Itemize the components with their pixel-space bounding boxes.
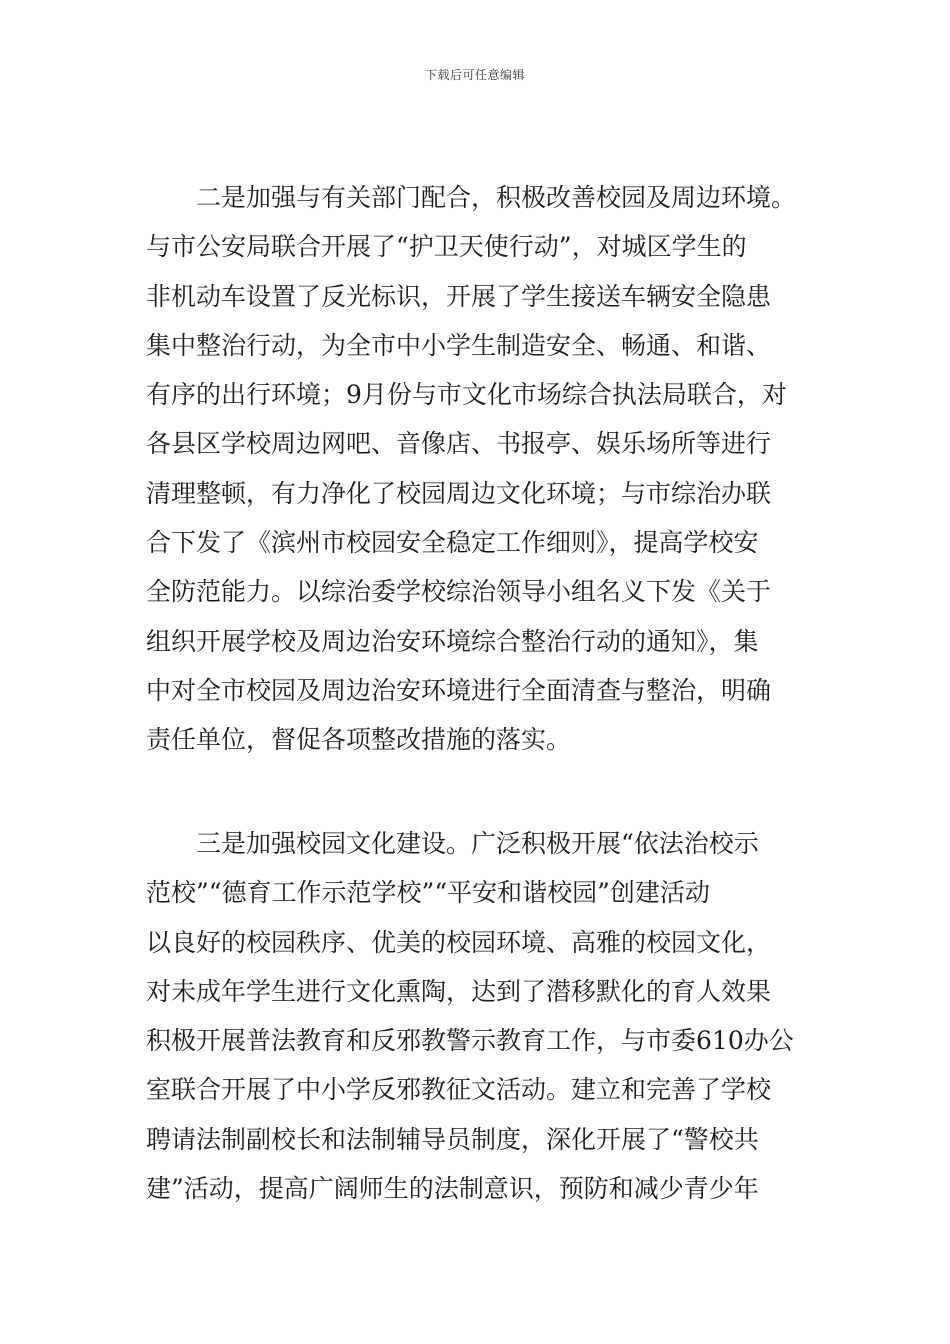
text-line: 有序的出行环境；9月份与市文化市场综合执法局联合，对 [146,380,787,410]
text-line: 全防范能力。以综治委学校综治领导小组名义下发《关于 [146,577,772,607]
text-line: 聘请法制副校长和法制辅导员制度，深化开展了“警校共 [146,1124,759,1154]
text-line: 合下发了《滨州市校园安全稳定工作细则》，提高学校安 [146,528,759,558]
text-line: 三是加强校园文化建设。广泛积极开展“依法治校示 [196,829,759,858]
text-line: 范校”“德育工作示范学校”“平安和谐校园”创建活动 [146,878,710,908]
text-line: 责任单位，督促各项整改措施的落实。 [146,725,572,755]
text-line: 积极开展普法教育和反邪教警示教育工作，与市委610办公 [146,1026,794,1056]
text-line: 组织开展学校及周边治安环境综合整治行动的通知》，集 [146,626,759,656]
text-line: 建”活动，提高广阔师生的法制意识，预防和减少青少年 [146,1174,759,1204]
text-line: 各县区学校周边网吧、音像店、书报亭、娱乐场所等进行 [146,429,772,459]
text-line: 对未成年学生进行文化熏陶，达到了潜移默化的育人效果 [146,976,772,1006]
text-line: 以良好的校园秩序、优美的校园环境、高雅的校园文化， [146,927,772,957]
text-line: 集中整治行动，为全市中小学生制造安全、畅通、和谐、 [146,330,772,360]
paragraph-campus-culture [146,819,816,1213]
text-line: 室联合开展了中小学反邪教征文活动。建立和完善了学校 [146,1075,772,1105]
text-line: 二是加强与有关部门配合，积极改善校园及周边环境。 [196,183,797,212]
page-header: 下载后可任意编辑 [424,68,525,82]
text-line: 非机动车设置了反光标识，开展了学生接送车辆安全隐患 [146,281,772,311]
text-line: 与市公安局联合开展了“护卫天使行动”，对城区学生的 [146,232,747,262]
text-line: 清理整顿，有力净化了校园周边文化环境；与市综治办联 [146,478,772,508]
paragraph-environment [146,173,816,765]
text-line: 中对全市校园及周边治安环境进行全面清查与整治，明确 [146,675,772,705]
